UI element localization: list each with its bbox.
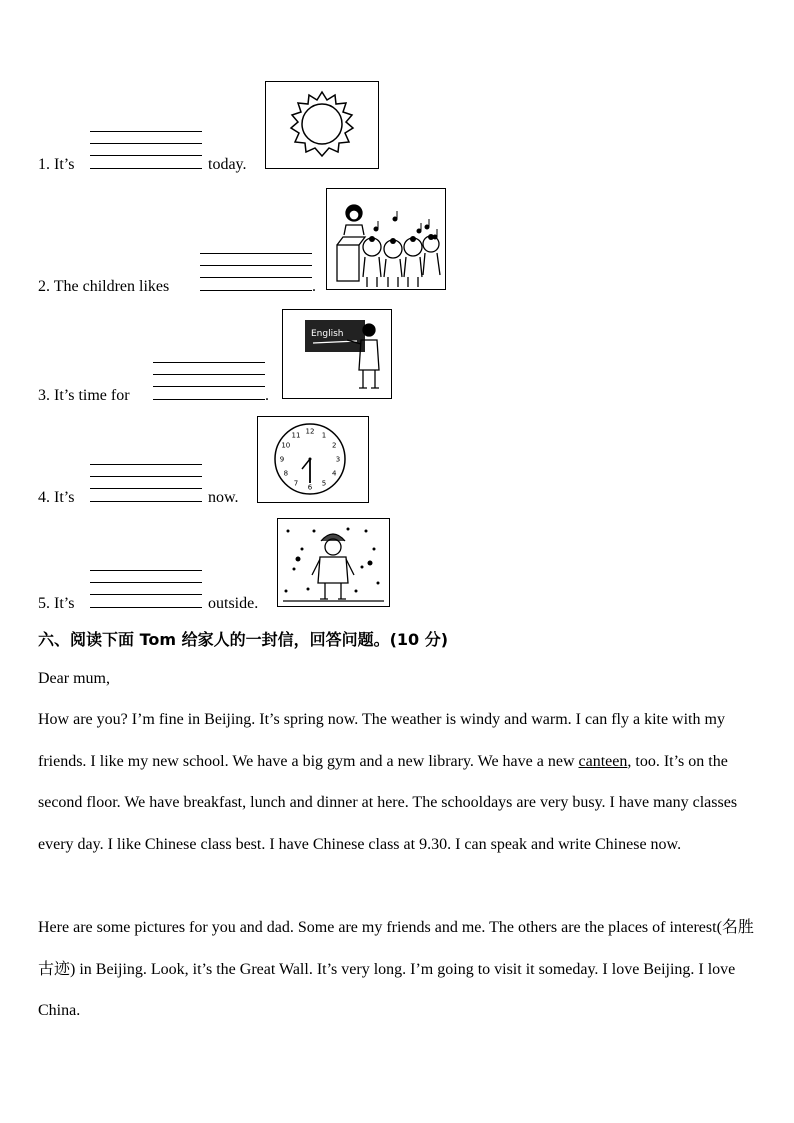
clock-number: 1 <box>321 431 327 440</box>
question-1-prefix: 1. It’s <box>38 156 75 173</box>
clock-icon <box>258 417 368 502</box>
answer-lines-3[interactable] <box>153 362 265 400</box>
answer-lines-1[interactable] <box>90 131 202 169</box>
clock-number: 12 <box>305 427 315 436</box>
question-2-prefix: 2. The children likes <box>38 278 170 295</box>
question-2-suffix: . <box>312 278 316 295</box>
section-heading: 六、阅读下面 Tom 给家人的一封信，回答问题。(10 分) <box>38 630 449 649</box>
letter-greeting: Dear mum, <box>38 670 110 687</box>
question-1-suffix: today. <box>208 156 247 173</box>
answer-lines-4[interactable] <box>90 464 202 502</box>
question-5-prefix: 5. It’s <box>38 595 75 612</box>
clock-number: 10 <box>281 441 291 450</box>
letter-p1-text-a: How are you? I’m fine in Beijing. It’s spring now. The weather is windy and warm. I can fly a kite with my friends. I like my new school. We have a big gym and a new library. We have a new <box>38 711 725 770</box>
letter-paragraph-1 <box>38 699 758 865</box>
clock-number: 2 <box>331 441 337 450</box>
children-singing-picture <box>326 188 446 290</box>
svg-text:English: English <box>311 329 344 339</box>
clock-number: 6 <box>307 483 313 492</box>
music-notes-icon <box>374 211 437 239</box>
sun-picture <box>265 81 379 169</box>
question-3-suffix: . <box>265 387 269 404</box>
clock-number: 9 <box>279 455 285 464</box>
underlined-word: canteen <box>578 752 628 770</box>
english-class-picture <box>282 309 392 399</box>
question-4-prefix: 4. It’s <box>38 489 75 506</box>
question-4-suffix: now. <box>208 489 239 506</box>
clock-number: 7 <box>293 479 299 488</box>
snowy-child-picture <box>277 518 390 607</box>
clock-picture <box>257 416 369 503</box>
question-5-suffix: outside. <box>208 595 259 612</box>
letter-paragraph-2: Here are some pictures for you and dad. Some are my friends and me. The others are the places of interest(名胜古迹) in Beijing. Look, it’s the Great Wall. It’s very long. I’m going to visit it someday. I love Beijing. I love China. <box>38 919 754 1019</box>
question-3-prefix: 3. It’s time for <box>38 387 130 404</box>
clock-number: 8 <box>283 469 289 478</box>
clock-number: 3 <box>335 455 341 464</box>
answer-lines-5[interactable] <box>90 570 202 608</box>
clock-number: 5 <box>321 479 327 488</box>
letter-p1-text-b: , too. It’s on the second floor. We have breakfast, lunch and dinner at here. The schooldays are very busy. I have many classes every day. I like Chinese class best. I have Chinese class at 9.30. I can speak and write Chinese now. <box>38 752 738 853</box>
answer-lines-2[interactable] <box>200 253 312 291</box>
clock-number: 11 <box>291 431 301 440</box>
clock-number: 4 <box>331 469 337 478</box>
sun-icon <box>291 92 353 156</box>
